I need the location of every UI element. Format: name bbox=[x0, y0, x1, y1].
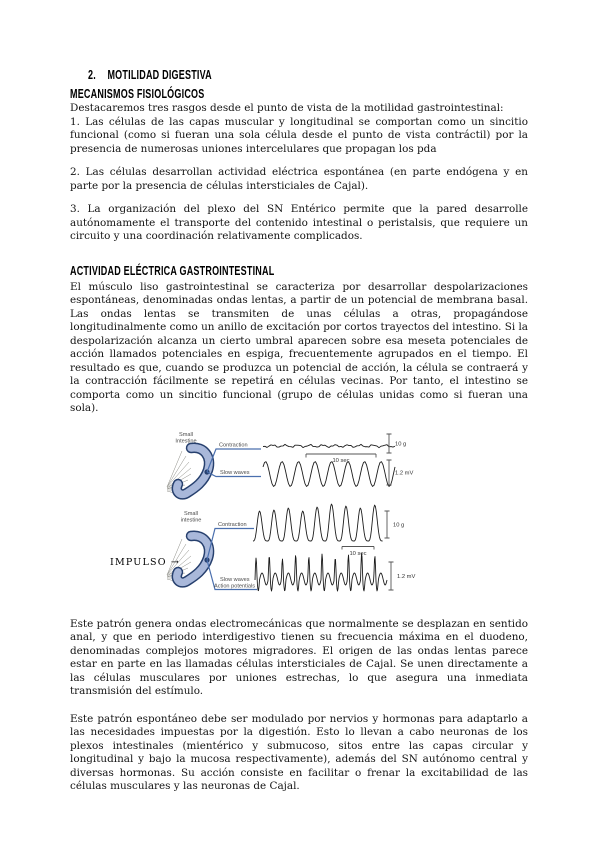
heading-mecanismos-fisiologicos: MECANISMOS FISIOLÓGICOS bbox=[70, 87, 205, 101]
panel1-voltage-scale-label: 1.2 mV bbox=[395, 470, 414, 476]
panel2-voltage-scale-bar bbox=[389, 562, 394, 590]
panel1-contraction-trace bbox=[263, 444, 395, 447]
list-item-3: 3. La organización del plexo del SN Entérico permite que la pared desarrolle autónomamente el transporte del contenido intestinal o peristalsis, que requiere un circuito y una coordinación relativamente complicados. bbox=[70, 203, 528, 242]
panel1-force-scale-bar bbox=[387, 434, 392, 453]
panel2-organ-label-line2: intestine bbox=[180, 517, 202, 523]
panel2-voltage-scale-label: 1.2 mV bbox=[397, 573, 416, 580]
heading-actividad-electrica: ACTIVIDAD ELÉCTRICA GASTROINTESTINAL bbox=[70, 263, 275, 278]
paragraph-patron-espontaneo: Este patrón espontáneo debe ser modulado por nervios y hormonas para adaptarlo a las necesidades impuestas por la digestión. Esto lo llevan a cabo neuronas de los plexos intestinales (mientérico y submucoso, sitos entre las capas circular y longitudinal y bajo la mucosa respectivamente), además del SN autónomo central y diversas hormonas. Su acción consiste en facilitar o frenar la excitabilidad de las células musculares y las neuronas de Cajal. bbox=[70, 712, 528, 792]
panel2-organ-label-line1: Small bbox=[184, 510, 198, 517]
panel1-time-scale-label: 10 sec bbox=[332, 457, 350, 464]
paragraph-actividad: El músculo liso gastrointestinal se caracteriza por desarrollar despolarizaciones espontáneas, denominadas ondas lentas, a partir de un potencial de membrana basal. Las ondas lentas se transmiten de unas células a otras, propagándose longitudinalmente como un anillo de excitación por cortos trayectos del intestino. Si la despolarización alcanza un cierto umbral aparecen sobre esa meseta potenciales de acción llamados potenciales en espiga, frecuentemente agrupados en el tiempo. El resultado es que, cuando se produzca un potencial de acción, la célula se contraerá y la contracción fácilmente se repetirá en células vecinas. Por tanto, el intestino se comporta como un sincitio funcional (grupo de células unidas como si fueran una sola). bbox=[70, 280, 528, 414]
panel2-force-scale-bar bbox=[385, 511, 390, 538]
panel2-force-scale-label: 10 g bbox=[393, 522, 405, 528]
list-item-2: 2. Las células desarrollan actividad eléctrica espontánea (en parte endógena y en parte por la presencia de células intersticiales de Cajal). bbox=[70, 166, 528, 192]
panel2-time-scale-bar bbox=[342, 546, 374, 549]
paragraph-intro: Destacaremos tres rasgos desde el punto de vista de la motilidad gastrointestinal: bbox=[70, 102, 504, 114]
panel1-organ-label-line1: Small bbox=[179, 431, 193, 438]
panel1-time-scale-bar bbox=[306, 454, 376, 458]
panel1-force-scale-label: 10 g bbox=[395, 441, 407, 447]
panel1-slow-waves-trace bbox=[263, 461, 395, 486]
panel1-organ-label-line2: Intestine bbox=[175, 438, 197, 444]
panel2-slow-waves-label: Slow waves bbox=[220, 576, 250, 583]
paragraph-patron-genera: Este patrón genera ondas electromecánicas que normalmente se desplazan en sentido anal, y que en periodo interdigestivo tienen su frecuencia máxima en el duodeno, denominadas complejos motores migradores. El origen de las ondas lentas parece estar en parte en las llamadas células intersticiales de Cajal. Se unen directamente a las células musculares por uniones estrechas, lo que asegura una inmediata transmisión del estímulo. bbox=[70, 617, 528, 697]
panel1-slow-waves-label: Slow waves bbox=[220, 469, 250, 476]
figure-svg bbox=[70, 429, 440, 611]
panel2-intestine bbox=[167, 535, 210, 582]
panel2-contraction-trace bbox=[253, 504, 383, 541]
panel2-contraction-label: Contraction bbox=[218, 521, 247, 528]
list-item-1: 1. Las células de las capas muscular y longitudinal se comportan como un sincitio funcional (como si fueran una sola célula desde el punto de vista contráctil) por la presencia de numerosas uniones intercelulares que propagan los pda bbox=[70, 115, 528, 155]
section-title-row bbox=[88, 64, 528, 83]
section-title: MOTILIDAD DIGESTIVA bbox=[107, 68, 212, 82]
panel2-time-scale-label: 10 sec bbox=[349, 550, 367, 557]
panel2-action-potentials-label: Action potentials bbox=[214, 583, 256, 589]
section-number: 2. bbox=[88, 68, 96, 82]
panel2-slow-waves-action-potentials-trace bbox=[255, 550, 387, 590]
figure-intestinal-activity bbox=[70, 429, 528, 611]
panel1-contraction-label: Contraction bbox=[219, 442, 248, 448]
panel1-intestine bbox=[167, 447, 210, 494]
impulso-label: IMPULSO → bbox=[110, 556, 181, 568]
